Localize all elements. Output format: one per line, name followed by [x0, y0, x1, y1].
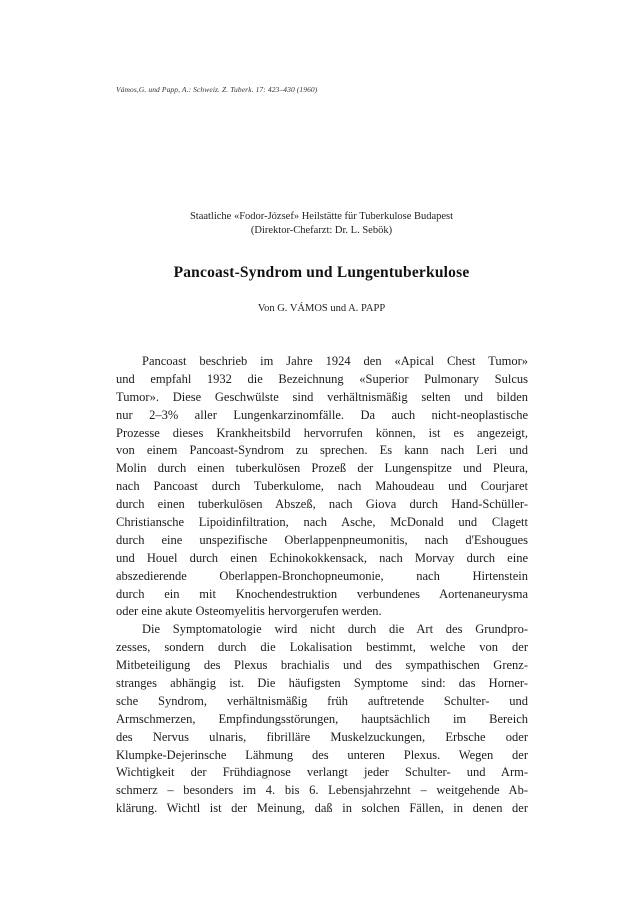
text-line: oder eine akute Osteomyelitis hervorgerufen werden.: [116, 604, 382, 619]
text-line: Die Symptomatologie wird nicht durch die Art des Grundpro-: [142, 622, 528, 637]
text-line: Wichtigkeit der Frühdiagnose verlangt jeder Schulter- und Arm-: [116, 765, 528, 780]
text-line: schmerz – besonders im 4. bis 6. Lebensjahrzehnt – weitgehende Ab-: [116, 783, 528, 798]
institution-line-2: (Direktor-Chefarzt: Dr. L. Sebök): [250, 225, 393, 236]
text-line: und Houel durch einen Echinokokkensack, nach Morvay durch eine: [116, 550, 528, 565]
text-line: Armschmerzen, Empfindungsstörungen, hauptsächlich im Bereich: [116, 711, 528, 726]
body-text: [116, 353, 528, 818]
text-line: zesses, sondern durch die Lokalisation bestimmt, welche von der: [116, 640, 528, 655]
citation: Vámos,G. und Papp, A.: Schweiz. Z. Tuberk. 17: 423–430 (1960): [116, 85, 318, 94]
article-title: Pancoast-Syndrom und Lungentuberkulose: [173, 264, 470, 281]
text-line: Tumor». Diese Geschwülste sind verhältnismäßig selten und bilden: [116, 389, 528, 404]
institution-line-1: Staatliche «Fodor-József» Heilstätte für Tuberkulose Budapest: [189, 211, 454, 222]
text-line: von einem Pancoast-Syndrom zu sprechen. Es kann nach Leri und: [116, 443, 528, 458]
text-line: Molin durch einen tuberkulösen Prozeß der Lungenspitze und Pleura,: [116, 461, 528, 476]
authors: Von G. VÁMOS und A. PAPP: [257, 303, 386, 314]
text-line: abszedierende Oberlappen-Bronchopneumonie, nach Hirtenstein: [116, 568, 528, 583]
text-line: klärung. Wichtl ist der Meinung, daß in solchen Fällen, in denen der: [116, 801, 528, 816]
text-line: stranges abhängig ist. Die häufigsten Symptome sind: das Horner-: [116, 676, 528, 691]
text-line: Mitbeteiligung des Plexus brachialis und des sympathischen Grenz-: [116, 658, 528, 673]
text-line: Prozesse dieses Krankheitsbild hervorrufen können, ist es angezeigt,: [116, 425, 528, 440]
text-line: nach Pancoast durch Tuberkulome, nach Mahoudeau und Courjaret: [116, 479, 528, 494]
text-line: Pancoast beschrieb im Jahre 1924 den «Apical Chest Tumor»: [142, 354, 528, 368]
text-line: des Nervus ulnaris, fibrilläre Muskelzuckungen, Erbsche oder: [116, 729, 528, 744]
text-line: nur 2–3% aller Lungenkarzinomfälle. Da auch nicht-neoplastische: [116, 407, 528, 422]
text-line: durch ein mit Knochendestruktion verbundenes Aortenaneurysma: [116, 586, 528, 601]
text-line: durch einen tuberkulösen Abszeß, nach Giova durch Hand-Schüller-: [116, 497, 528, 512]
text-line: Klumpke-Dejerinsche Lähmung des unteren Plexus. Wegen der: [116, 747, 528, 762]
text-line: durch eine unspezifische Oberlappenpneumonitis, nach d'Eshougues: [116, 532, 528, 547]
text-line: Christiansche Lipoidinfiltration, nach Asche, McDonald und Clagett: [116, 515, 528, 530]
text-line: sche Syndrom, verhältnismäßig früh auftretende Schulter- und: [116, 693, 528, 708]
text-line: und empfahl 1932 die Bezeichnung «Superior Pulmonary Sulcus: [116, 371, 528, 386]
